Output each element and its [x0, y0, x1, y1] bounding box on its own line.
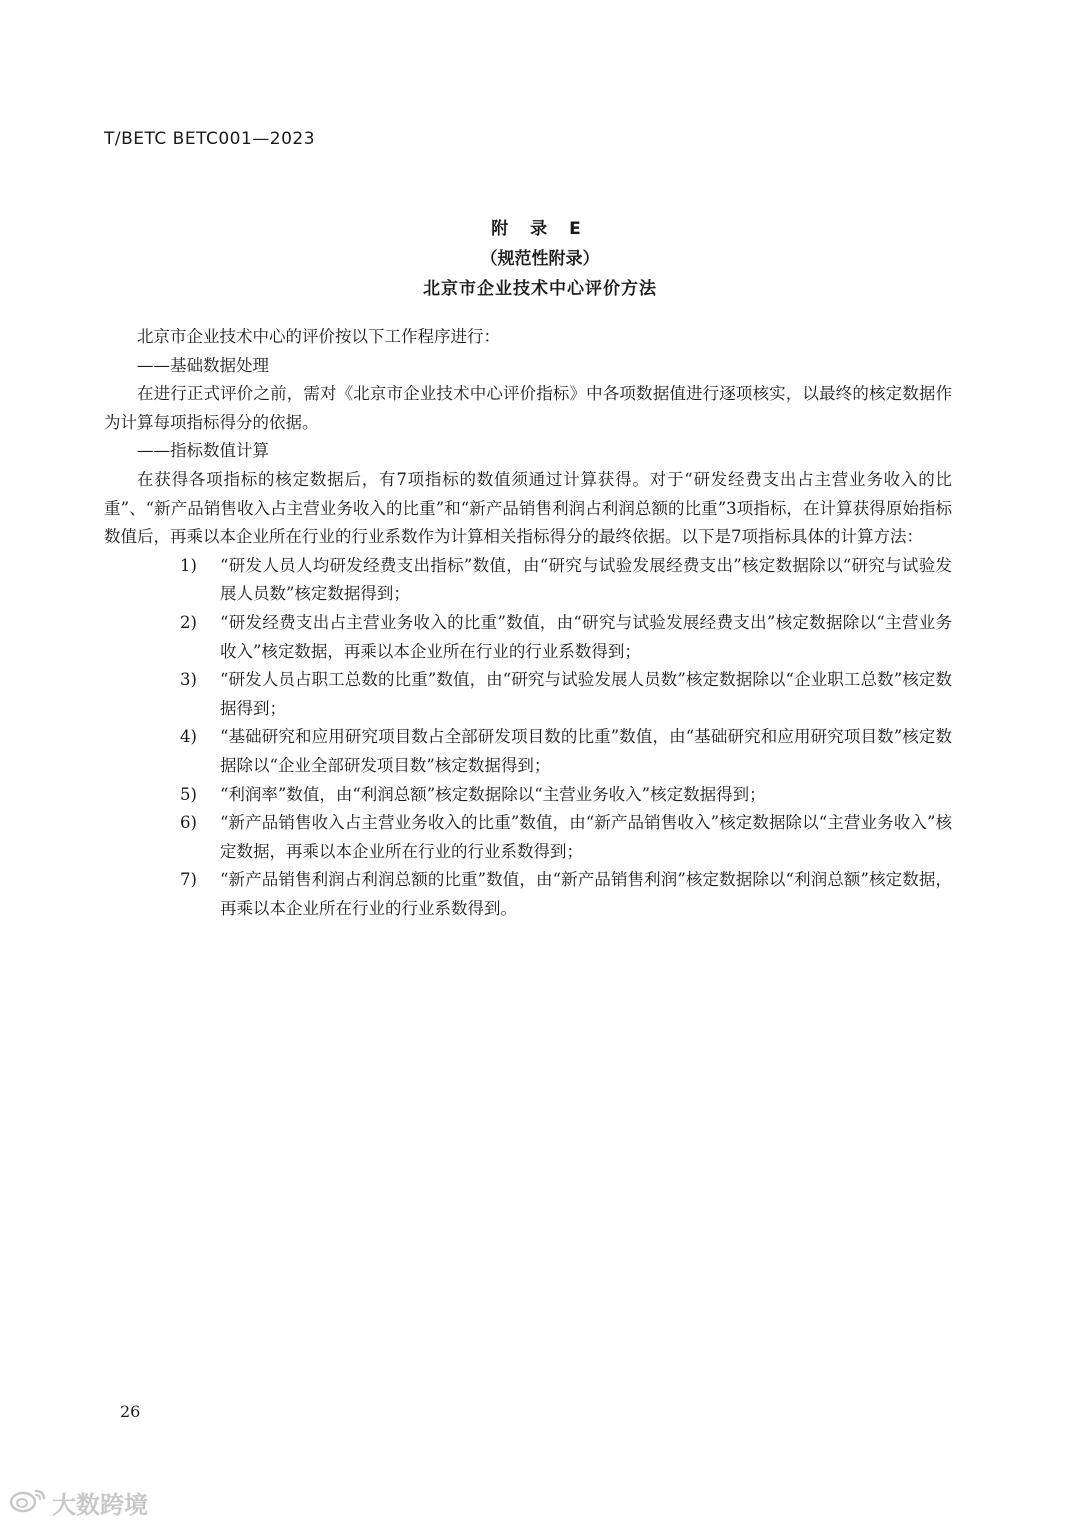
list-item	[104, 723, 952, 780]
section-heading-calculation: ——指标数值计算	[137, 441, 269, 461]
list-item-text: “研发经费支出占主营业务收入的比重”数值，由“研究与试验发展经费支出”核定数据除以“主营业务收入”核定数据，再乘以本企业所在行业的行业系数得到；	[220, 612, 952, 661]
list-item	[104, 552, 952, 609]
list-item-text: “基础研究和应用研究项目数占全部研发项目数的比重”数值，由“基础研究和应用研究项目数”核定数据除以“企业全部研发项目数”核定数据得到；	[220, 727, 952, 775]
list-item-number: 4)	[180, 727, 197, 747]
list-item	[104, 866, 952, 923]
weibo-logo-icon	[8, 1487, 48, 1519]
calculation-list	[104, 552, 952, 924]
list-item-text: “研发人员人均研发经费支出指标”数值，由“研究与试验发展经费支出”核定数据除以“研究与试验发展人员数”核定数据得到；	[220, 555, 952, 604]
list-item-text: “新产品销售利润占利润总额的比重”数值，由“新产品销售利润”核定数据除以“利润总额”核定数据，再乘以本企业所在行业的行业系数得到。	[220, 870, 952, 918]
list-item-number: 1)	[180, 555, 197, 575]
body-text	[104, 323, 952, 923]
page-number: 26	[120, 1402, 141, 1421]
paragraph-basic-data: 在进行正式评价之前，需对《北京市企业技术中心评价指标》中各项数据值进行逐项核实，以最终的核定数据作为计算每项指标得分的依据。	[104, 384, 952, 432]
list-item-number: 7)	[180, 870, 197, 890]
list-item	[104, 666, 952, 723]
appendix-title-block	[0, 214, 1080, 304]
list-item	[104, 609, 952, 666]
list-item	[104, 781, 952, 810]
watermark	[8, 1485, 148, 1520]
paragraph-calculation: 在获得各项指标的核定数据后，有7项指标的数值须通过计算获得。对于“研发经费支出占主营业务收入的比重”、“新产品销售收入占主营业务收入的比重”和“新产品销售利润占利润总额的比重”3项指标，在计算获得原始指标数值后，再乘以本企业所在行业的行业系数作为计算相关指标得分的最终依据。以下是7项指标具体的计算方法：	[104, 469, 952, 547]
paragraph-intro: 北京市企业技术中心的评价按以下工作程序进行：	[137, 327, 500, 346]
appendix-name: 北京市企业技术中心评价方法	[423, 279, 657, 299]
section-heading-basic-data: ——基础数据处理	[137, 355, 269, 375]
list-item-text: “研发人员占职工总数的比重”数值，由“研究与试验发展人员数”核定数据除以“企业职工总数”核定数据得到；	[220, 670, 952, 718]
list-item-text: “新产品销售收入占主营业务收入的比重”数值，由“新产品销售收入”核定数据除以“主营业务收入”核定数据，再乘以本企业所在行业的行业系数得到；	[220, 813, 952, 861]
list-item	[104, 809, 952, 866]
appendix-type: （规范性附录）	[480, 249, 600, 269]
list-item-number: 2)	[180, 612, 197, 632]
list-item-number: 3)	[180, 670, 197, 690]
watermark-text: 大数跨境	[52, 1491, 148, 1519]
list-item-number: 6)	[180, 813, 197, 833]
list-item-number: 5)	[180, 784, 197, 804]
list-item-text: “利润率”数值，由“利润总额”核定数据除以“主营业务收入”核定数据得到；	[220, 784, 766, 804]
document-code: T/BETC BETC001—2023	[104, 129, 316, 149]
appendix-title: 附 录 E	[491, 219, 589, 239]
